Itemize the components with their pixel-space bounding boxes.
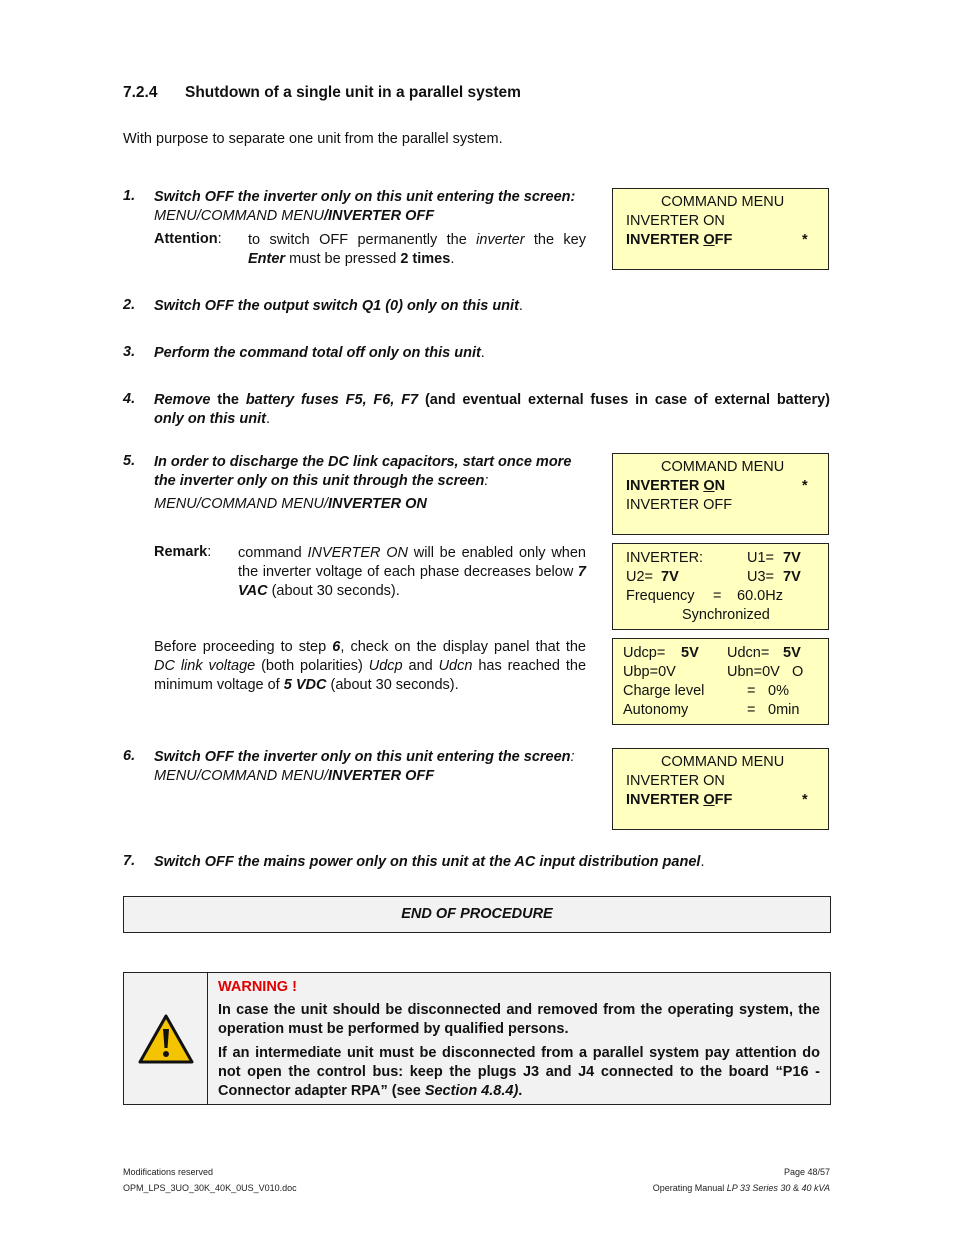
warning-paragraph-1: In case the unit should be disconnected and removed from the operating system, the operation must be performed by qualified persons. [218, 1002, 820, 1037]
warning-box [123, 972, 831, 1105]
footer-part: 40 kVA [801, 1183, 830, 1193]
lcd-value: 7V [661, 569, 679, 585]
lcd-text: Ubp=0V [623, 664, 676, 680]
section-number: 7.2.4 [123, 84, 158, 101]
lcd-row: Synchronized [682, 607, 770, 623]
lcd-text: INVERTER [626, 232, 704, 248]
step-3-end: . [480, 345, 485, 361]
step-4-end: . [265, 411, 270, 427]
step-5-instruction: In order to discharge the DC link capacitors, start once more [154, 454, 572, 470]
check-part: (about 30 seconds). [326, 677, 459, 693]
step-3 [154, 344, 485, 363]
section-heading [123, 84, 521, 102]
step-4-text: only on this unit [154, 411, 266, 427]
check-step-ref: 6 [332, 639, 341, 655]
lcd-text: Udcn= [727, 645, 770, 661]
warning-paragraph-2 [218, 1044, 820, 1101]
lcd-selected-line [626, 231, 828, 250]
step-6-instruction: Switch OFF the inverter only on this unit entering the screen [154, 749, 571, 765]
check-part: (both polarities) [255, 658, 369, 674]
check-part: has reached the minimum voltage of [154, 658, 587, 693]
remark-part: (about 30 seconds). [267, 583, 400, 599]
remark-label [154, 544, 211, 560]
lcd-row [626, 568, 828, 587]
check-part: DC link voltage [154, 658, 256, 674]
lcd-row [623, 663, 828, 682]
lcd-cursor: O [703, 232, 715, 248]
lcd-value: 0% [768, 683, 789, 699]
attention-label [154, 231, 222, 247]
lcd-inverter-voltages [612, 543, 829, 630]
step-6-colon: : [570, 749, 575, 765]
attention-part: inverter [476, 232, 525, 248]
step-2-number: 2. [123, 297, 136, 313]
step-4-number: 4. [123, 391, 136, 407]
check-part: , check on the display panel that the [340, 639, 586, 655]
step-4-text: the [210, 392, 246, 408]
warning-title: WARNING ! [218, 979, 297, 995]
step-1 [154, 188, 586, 226]
lcd-value: 5V [783, 645, 801, 661]
footer-filename: OPM_LPS_3UO_30K_40K_0US_V010.doc [123, 1183, 297, 1193]
lcd-text: FF [714, 792, 733, 808]
lcd-value: 5V [681, 645, 699, 661]
lcd-text: Autonomy [623, 702, 689, 718]
lcd-selected-line [626, 477, 828, 496]
step-5-path-command: INVERTER ON [328, 496, 427, 512]
step-5-colon: : [484, 473, 489, 489]
step-2-text: Switch OFF the output switch Q1 (0) only on this unit [154, 298, 519, 314]
lcd-line: INVERTER ON [626, 213, 725, 229]
lcd-line: INVERTER ON [626, 773, 725, 789]
remark-part: INVERTER ON [307, 545, 409, 561]
step-1-number: 1. [123, 188, 136, 204]
lcd-selection-marker: * [802, 232, 808, 248]
attention-times: 2 times [400, 251, 451, 267]
attention-part: . [450, 251, 455, 267]
lcd-row [623, 701, 828, 720]
step-4-fuses: battery fuses F5, F6, F7 [245, 392, 419, 408]
warning-part: . [518, 1083, 523, 1099]
lcd-title: COMMAND MENU [661, 194, 785, 210]
lcd-title: COMMAND MENU [661, 754, 785, 770]
step-1-path-command: /INVERTER OFF [323, 208, 435, 224]
step-5-path-prefix: MENU/COMMAND MENU/ [154, 496, 328, 512]
lcd-row [623, 682, 828, 701]
lcd-dc-link-voltages [612, 638, 829, 725]
warning-section-ref: Section 4.8.4) [424, 1083, 519, 1099]
step-7 [154, 853, 704, 872]
check-part: and [402, 658, 439, 674]
warning-icon-cell [124, 973, 208, 1104]
lcd-text: U3= [747, 569, 775, 585]
lcd-row [626, 587, 828, 606]
step-6-path-command: INVERTER OFF [328, 768, 435, 784]
attention-part: to switch OFF permanently the [248, 232, 477, 248]
lcd-selection-marker: * [802, 792, 808, 808]
step-7-number: 7. [123, 853, 136, 869]
lcd-text: INVERTER: [626, 550, 704, 566]
lcd-cursor: O [703, 792, 715, 808]
step-6-number: 6. [123, 748, 136, 764]
step-5 [154, 453, 586, 514]
warning-part: If an intermediate unit must be disconnected from a parallel system pay attention do not open the control bus: keep the plugs J3 and J4 connected to the board “P16 - Connector adapter RPA” (see [218, 1045, 820, 1099]
step-6 [154, 748, 594, 786]
step-1-instruction: Switch OFF the inverter only on this unit entering the screen: [154, 189, 576, 205]
lcd-value: 7V [783, 550, 801, 566]
lcd-row [623, 644, 828, 663]
lcd-text: FF [714, 232, 733, 248]
step-2 [154, 297, 523, 316]
remark-text [238, 544, 586, 601]
check-part: Udcp [368, 658, 403, 674]
check-part: Udcn [438, 658, 473, 674]
end-of-procedure-box: END OF PROCEDURE [123, 896, 831, 933]
section-title: Shutdown of a single unit in a parallel system [185, 84, 521, 101]
remark-part: command [238, 545, 308, 561]
step-4-text: (and eventual external fuses in case of external battery) [418, 392, 830, 408]
lcd-text: = [747, 702, 756, 718]
check-part: Before proceeding to step [154, 639, 333, 655]
lcd-command-menu-inverter-off-1 [612, 188, 829, 270]
lcd-text: Frequency [626, 588, 695, 604]
lcd-text: Udcp= [623, 645, 666, 661]
lcd-selected-line [626, 791, 828, 810]
lcd-text: O [792, 664, 804, 680]
footer-part: & [790, 1183, 802, 1193]
intro-text: With purpose to separate one unit from the parallel system. [123, 131, 503, 147]
remark-label-text: Remark [154, 544, 208, 560]
lcd-text: INVERTER [626, 478, 704, 494]
lcd-text: = [747, 683, 756, 699]
step-5-instruction: the inverter only on this unit through the screen [154, 473, 485, 489]
attention-key: Enter [248, 251, 286, 267]
lcd-text: Ubn=0V [727, 664, 780, 680]
footer-page-number: Page 48/57 [783, 1167, 830, 1177]
step-4 [154, 391, 830, 429]
remark-colon: : [207, 544, 212, 560]
attention-colon: : [217, 231, 222, 247]
attention-part: the key [524, 232, 586, 248]
footer-modifications: Modifications reserved [123, 1167, 214, 1177]
check-voltage: 5 VDC [283, 677, 327, 693]
step-3-number: 3. [123, 344, 136, 360]
lcd-text: U2= [626, 569, 654, 585]
warning-text [218, 978, 820, 1101]
footer-manual-title [653, 1183, 830, 1193]
lcd-cursor: O [703, 478, 715, 494]
warning-triangle-icon [137, 1013, 195, 1065]
attention-part: must be pressed [285, 251, 401, 267]
lcd-row [626, 549, 828, 568]
lcd-text: Charge level [623, 683, 705, 699]
step-3-text: Perform the command total off only on this unit [154, 345, 481, 361]
lcd-text: INVERTER [626, 792, 704, 808]
step-5-number: 5. [123, 453, 136, 469]
remark-part: will be enabled only when the inverter voltage of each phase decreases below [238, 545, 586, 580]
lcd-text: = [713, 588, 722, 604]
lcd-command-menu-inverter-off-2 [612, 748, 829, 830]
remark-voltage: 7 VAC [238, 564, 586, 599]
lcd-text: U1= [747, 550, 775, 566]
attention-text [248, 231, 586, 269]
step-1-path-prefix: MENU/COMMAND MENU [154, 208, 324, 224]
lcd-text: N [714, 478, 726, 494]
step-4-text: Remove [154, 392, 211, 408]
step-2-end: . [518, 298, 523, 314]
attention-label-text: Attention [154, 231, 218, 247]
lcd-selection-marker: * [802, 478, 808, 494]
step-7-text: Switch OFF the mains power only on this unit at the AC input distribution panel [154, 854, 701, 870]
lcd-value: 7V [783, 569, 801, 585]
lcd-line: INVERTER OFF [626, 497, 733, 513]
footer-part: Operating Manual [652, 1183, 727, 1193]
lcd-command-menu-inverter-on [612, 453, 829, 535]
step-6-path-prefix: MENU/COMMAND MENU/ [154, 768, 328, 784]
lcd-value: 60.0Hz [737, 588, 783, 604]
footer-part: LP 33 Series 30 [726, 1183, 791, 1193]
lcd-title: COMMAND MENU [661, 459, 785, 475]
step-7-end: . [700, 854, 705, 870]
step-5-check-paragraph [154, 638, 586, 695]
lcd-value: 0min [768, 702, 800, 718]
